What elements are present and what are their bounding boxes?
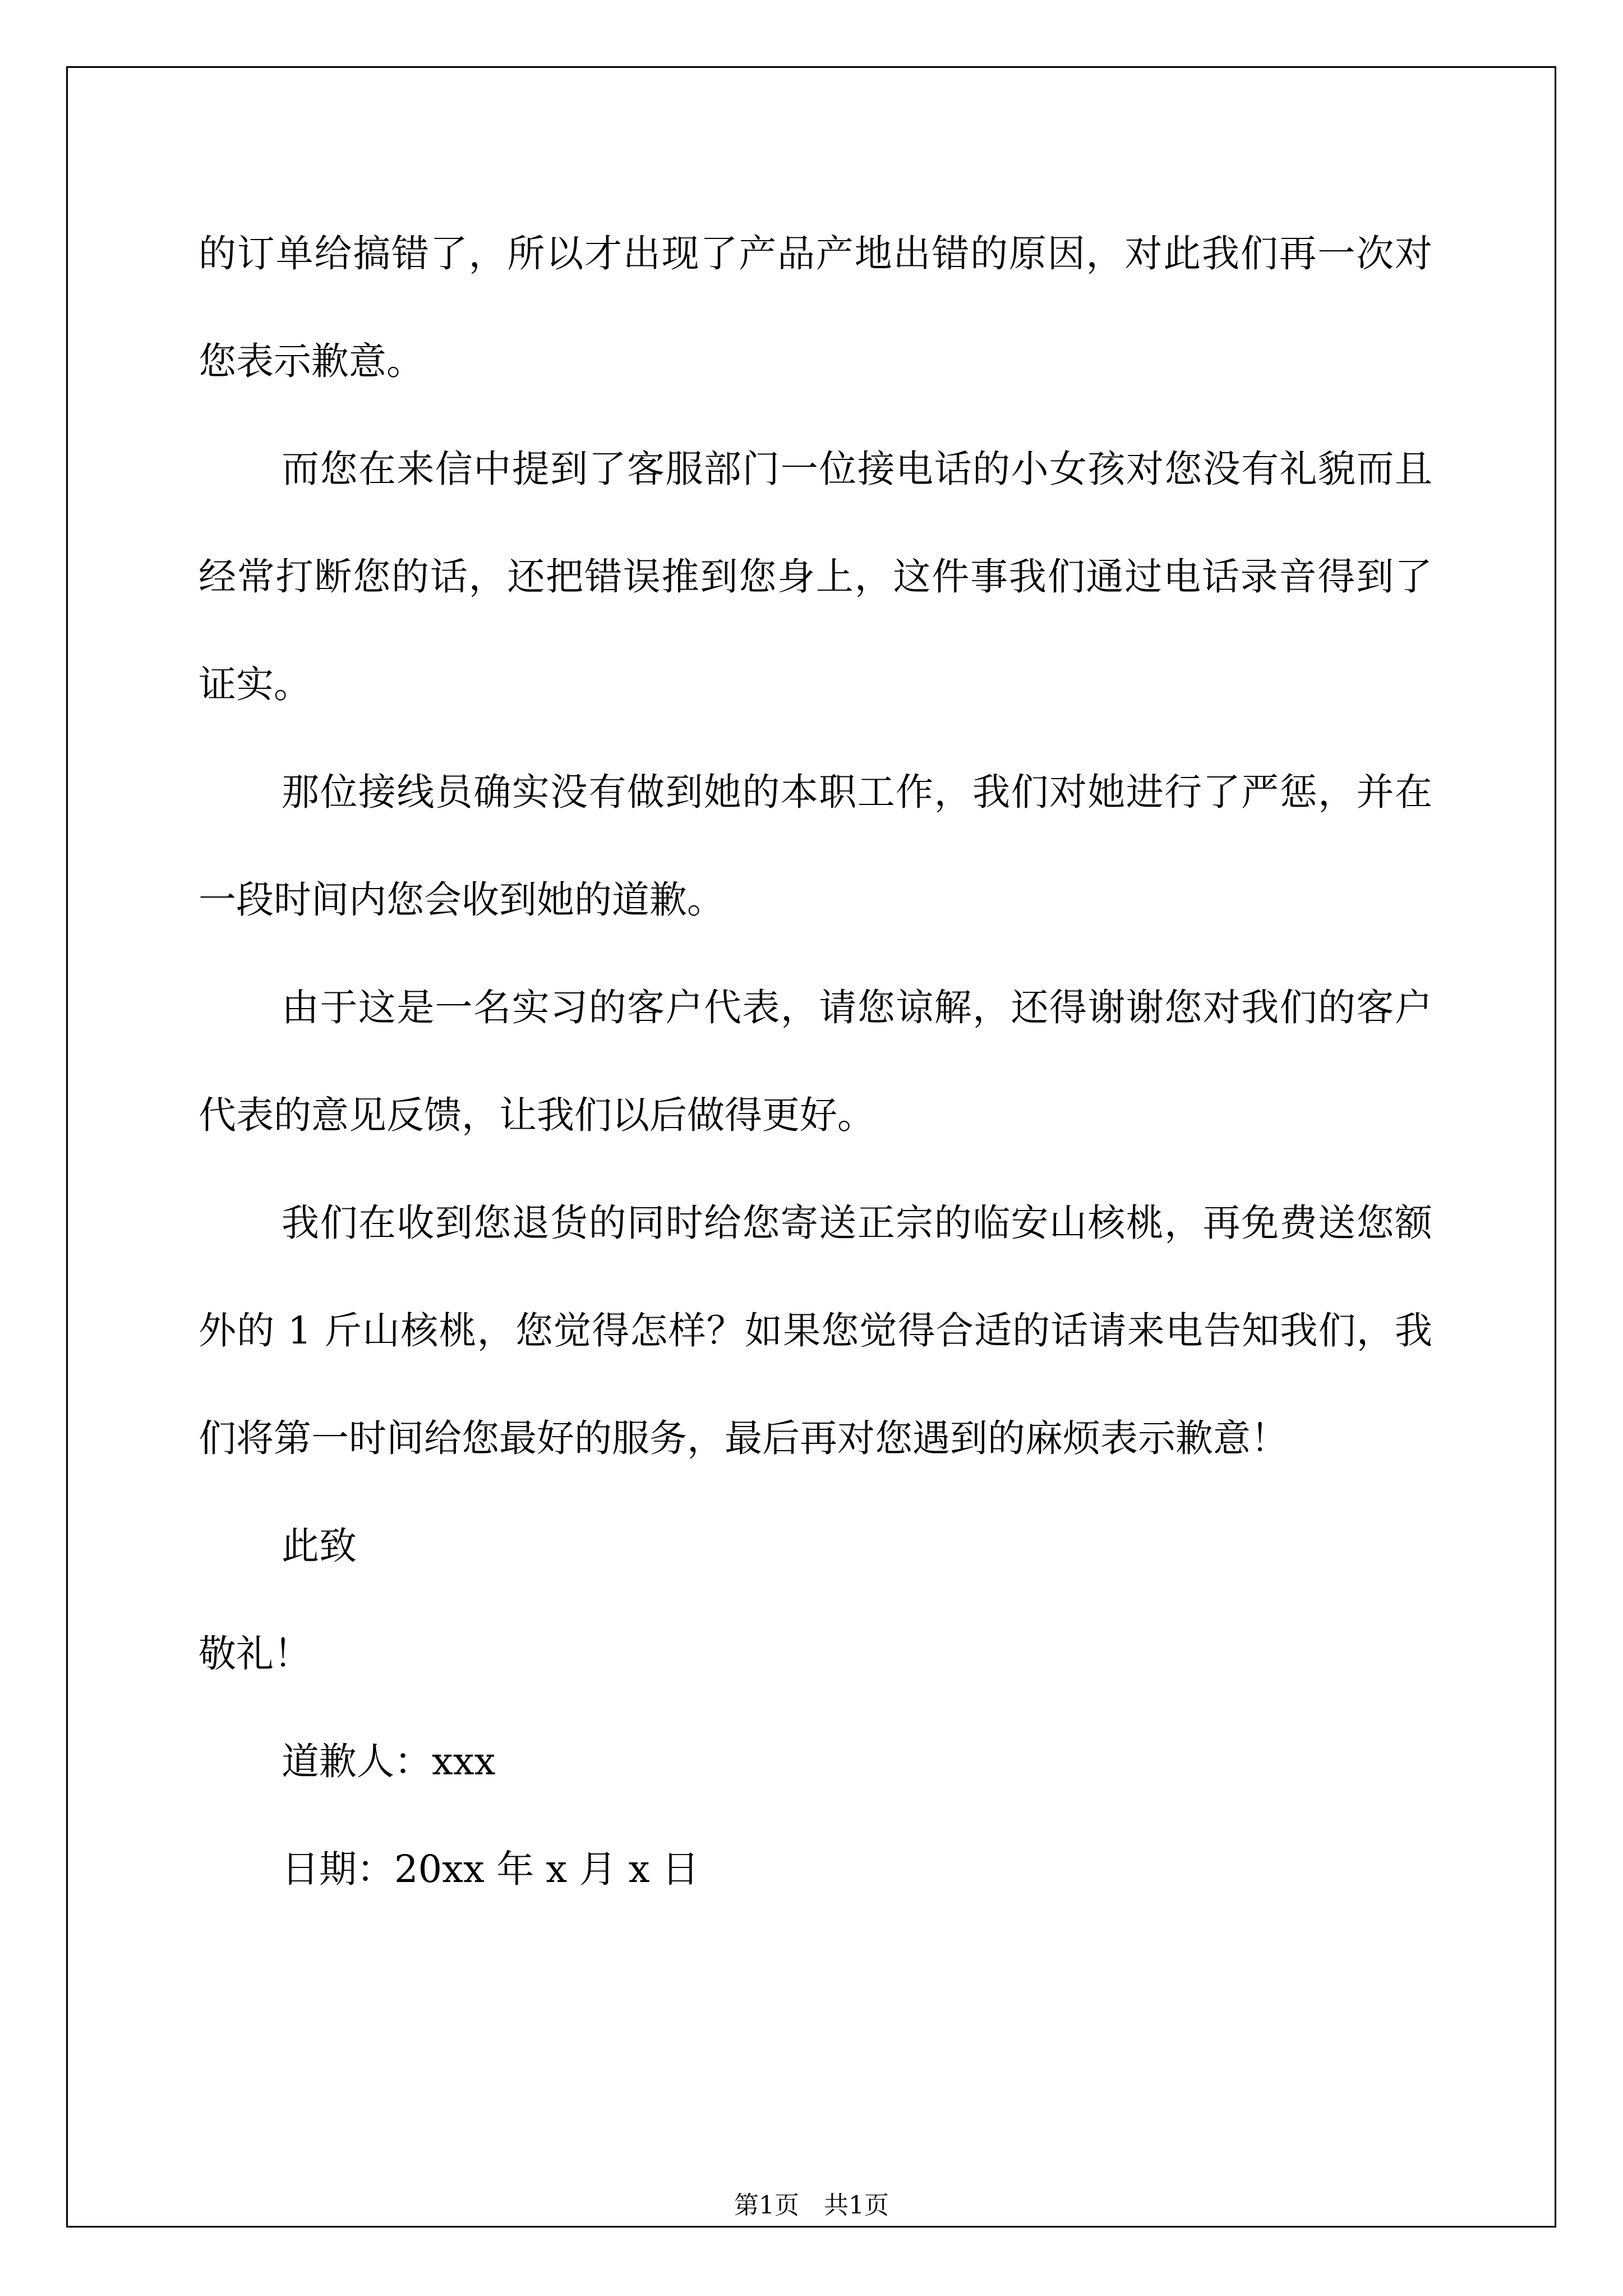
paragraph-2: 而您在来信中提到了客服部门一位接电话的小女孩对您没有礼貌而且经常打断您的话，还把错误推到您身上，这件事我们通过电话录音得到了证实。 xyxy=(199,447,1432,706)
paragraph-1: 的订单给搞错了，所以才出现了产品产地出错的原因，对此我们再一次对您表示歉意。 xyxy=(199,232,1432,383)
date-line: 日期：20xx 年 x 月 x 日 xyxy=(282,1847,699,1891)
closing-greeting: 此致 xyxy=(282,1524,357,1568)
paragraph-4: 由于这是一名实习的客户代表，请您谅解，还得谢谢您对我们的客户代表的意见反馈，让我们以后做得更好。 xyxy=(199,986,1432,1137)
letter-body xyxy=(199,200,1432,1923)
page-footer: 第1页 共1页 xyxy=(734,2191,889,2220)
paragraph-3: 那位接线员确实没有做到她的本职工作，我们对她进行了严惩，并在一段时间内您会收到她的道歉。 xyxy=(199,770,1432,922)
apologizer-line: 道歉人：xxx xyxy=(282,1740,496,1783)
paragraph-5: 我们在收到您退货的同时给您寄送正宗的临安山核桃，再免费送您额外的 1 斤山核桃，您觉得怎样？如果您觉得合适的话请来电告知我们，我们将第一时间给您最好的服务，最后再对您遇到的麻烦表示歉意！ xyxy=(199,1201,1432,1460)
closing-salute: 敬礼！ xyxy=(199,1632,311,1676)
